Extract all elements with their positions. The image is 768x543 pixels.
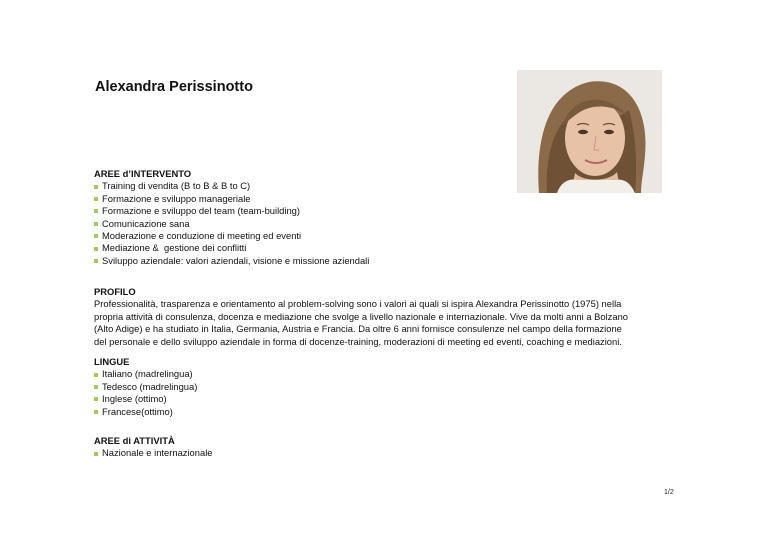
bullet-icon — [94, 209, 98, 213]
list-item-text: Mediazione & gestione dei conflitti — [102, 242, 247, 254]
bullet-icon — [94, 234, 98, 238]
list-item-text: Comunicazione sana — [102, 217, 190, 229]
aree-attivita-list — [94, 447, 213, 459]
list-item — [94, 193, 369, 205]
list-item-text: Sviluppo aziendale: valori aziendali, visione e missione aziendali — [102, 254, 370, 266]
list-item — [94, 368, 197, 380]
portrait-photo — [517, 70, 662, 193]
list-item-text: Francese(ottimo) — [102, 405, 173, 417]
list-item-text: Inglese (ottimo) — [102, 393, 167, 405]
bullet-icon — [94, 410, 98, 414]
bullet-icon — [94, 385, 98, 389]
list-item-text: Italiano (madrelingua) — [102, 368, 193, 380]
profilo-text: Professionalità, trasparenza e orientamento al problem-solving sono i valori ai quali si ispira Alexandra Perissinotto (1975) nella propria attività di consulenza, docenza e mediazione che svolge a livello nazionale e internazionale. Vive da molti anni a Bolzano (Alto Adige) e ha studiato in Italia, Germania, Austria e Francia. Da oltre 6 anni fornisce consulenze nel campo della formazione del personale e dello sviluppo aziendale in forma di docenze-training, moderazioni di meeting ed eventi, coaching e mediazioni. — [94, 298, 629, 347]
lingue-section — [94, 356, 197, 418]
bullet-icon — [94, 197, 98, 201]
person-name: Alexandra Perissinotto — [95, 79, 253, 95]
list-item — [94, 393, 197, 405]
list-item — [94, 205, 369, 217]
page-number: 1/2 — [664, 489, 674, 496]
list-item-text: Formazione e sviluppo manageriale — [102, 192, 251, 204]
bullet-icon — [94, 452, 98, 456]
list-item-text: Tedesco (madrelingua) — [102, 380, 198, 392]
list-item — [94, 180, 369, 192]
aree-intervento-list — [94, 180, 369, 267]
list-item-text: Training di vendita (B to B & B to C) — [102, 180, 251, 192]
aree-intervento-section — [94, 168, 369, 267]
list-item — [94, 230, 369, 242]
section-heading: AREE di ATTIVITÀ — [94, 435, 175, 446]
lingue-list — [94, 368, 197, 418]
aree-attivita-section — [94, 435, 213, 460]
bullet-icon — [94, 247, 98, 251]
list-item — [94, 447, 213, 459]
list-item — [94, 381, 197, 393]
bullet-icon — [94, 259, 98, 263]
profilo-section — [94, 286, 674, 348]
list-item — [94, 242, 369, 254]
bullet-icon — [94, 185, 98, 189]
bullet-icon — [94, 397, 98, 401]
bullet-icon — [94, 222, 98, 226]
section-heading: PROFILO — [94, 286, 136, 297]
bullet-icon — [94, 373, 98, 377]
section-heading: LINGUE — [94, 356, 130, 367]
list-item — [94, 218, 369, 230]
section-heading: AREE d’INTERVENTO — [94, 168, 192, 179]
list-item-text: Nazionale e internazionale — [102, 447, 213, 459]
list-item — [94, 406, 197, 418]
list-item-text: Moderazione e conduzione di meeting ed eventi — [102, 230, 302, 242]
list-item — [94, 255, 369, 267]
list-item-text: Formazione e sviluppo del team (team-building) — [102, 205, 301, 217]
